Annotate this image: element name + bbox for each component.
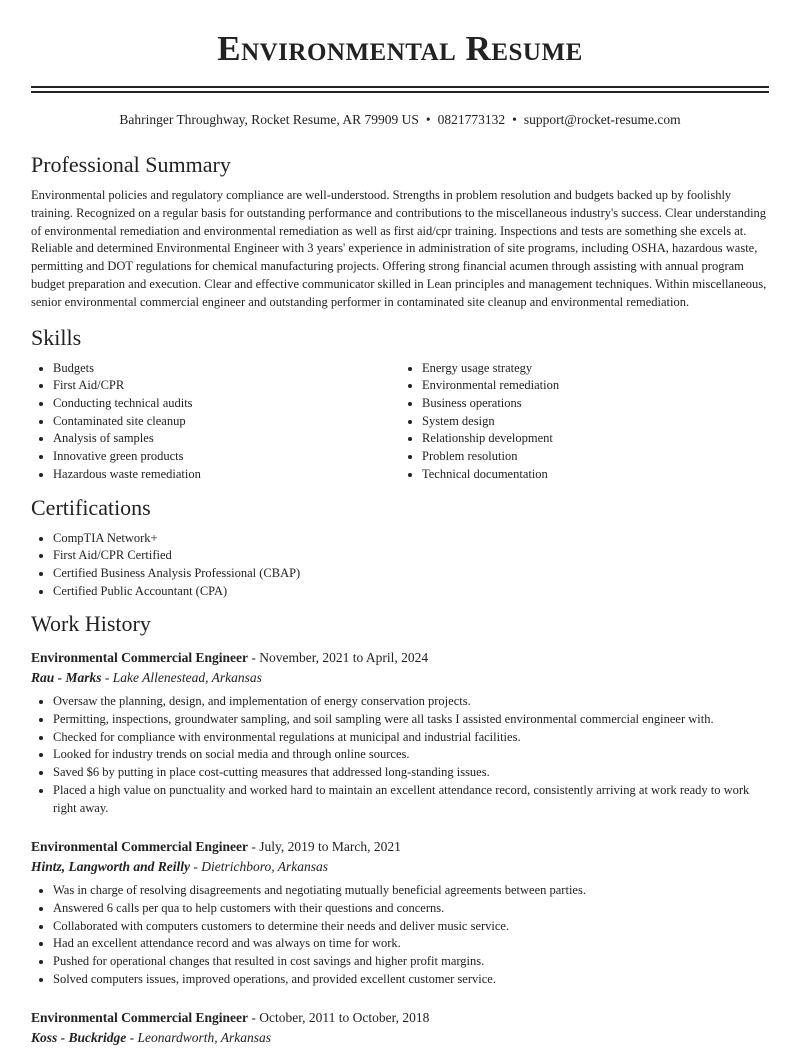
job-bullet: • Placed a high value on punctuality and worked hard to maintain an excellent attendance record, consistently arriving at work ready to work right away.: [53, 782, 769, 817]
skill-item: • Business operations: [422, 395, 769, 413]
job-company: Hintz, Langworth and Reilly: [31, 859, 191, 875]
job-location: Dietrichboro, Arkansas: [201, 859, 329, 875]
job-company-line: Rau - Marks - Lake Allenestead, Arkansas: [31, 670, 262, 686]
skill-item: • Budgets: [53, 360, 400, 378]
certification-item: • Certified Business Analysis Professional (CBAP): [53, 565, 769, 583]
job-entry: [31, 1008, 769, 1048]
skill-item: • Hazardous waste remediation: [53, 466, 400, 484]
job-dates: July, 2019 to March, 2021: [259, 839, 401, 855]
summary-text: Environmental policies and regulatory compliance are well-understood. Strengths in problem resolution and budgets backed up by foolishly training. Recognized on a regular basis for outstanding performance and contributions to the miscellaneous industry's success. Clear understanding of environmental remediation and environmental remediation as well as first aid/cpr training. Inspections and tests are something she excels at. Reliable and determined Environmental Engineer with 3 years' experience in administration of site programs, including OSHA, hazardous waste, permitting and DOT regulations for chemical manufacturing projects. Offering strong financial acumen through assisting with annual program budget preparation and execution. Clear and effective communicator skilled in Lean principles and management techniques. Within miscellaneous, senior environmental commercial engineer and outstanding performer in contaminated site cleanup and environmental remediation.: [31, 188, 767, 309]
contact-address: Bahringer Throughway, Rocket Resume, AR 79909 US: [119, 112, 419, 127]
skills-list-right: [400, 360, 769, 484]
skill-item: • Problem resolution: [422, 448, 769, 466]
contact-phone: 0821773132: [437, 112, 506, 127]
job-title-line: Environmental Commercial Engineer - July, 2019 to March, 2021: [31, 839, 401, 855]
job-company: Koss - Buckridge: [31, 1030, 127, 1046]
resume-title: Environmental Resume: [217, 29, 583, 68]
certification-item: • CompTIA Network+: [53, 530, 769, 548]
job-entry: [31, 648, 769, 817]
job-bullet: • Had an excellent attendance record and was always on time for work.: [53, 935, 769, 953]
job-title: Environmental Commercial Engineer: [31, 1010, 248, 1026]
job-entry: [31, 837, 769, 988]
certifications-section: [31, 494, 769, 601]
skill-item: • Analysis of samples: [53, 430, 400, 448]
skills-heading: Skills: [31, 324, 82, 350]
job-dates: October, 2011 to October, 2018: [259, 1010, 430, 1026]
job-location: Lake Allenestead, Arkansas: [112, 670, 262, 686]
job-bullet: • Oversaw the planning, design, and implementation of energy conservation projects.: [53, 693, 769, 711]
work-history-heading: Work History: [31, 611, 151, 637]
job-company: Rau - Marks: [31, 670, 102, 686]
skills-list-left: [31, 360, 400, 484]
job-bullet: • Solved computers issues, improved operations, and provided excellent customer service.: [53, 971, 769, 989]
summary-heading: Professional Summary: [31, 152, 231, 177]
work-history-section: [31, 610, 769, 1048]
certification-item: • Certified Public Accountant (CPA): [53, 583, 769, 601]
job-bullet: • Checked for compliance with environmental regulations at municipal and industrial facilities.: [53, 729, 769, 747]
skills-columns: [31, 360, 769, 484]
header-divider-top: [31, 86, 769, 88]
job-bullets: [31, 882, 769, 988]
certification-item: • First Aid/CPR Certified: [53, 547, 769, 565]
skill-item: • System design: [422, 413, 769, 431]
skill-item: • Technical documentation: [422, 466, 769, 484]
summary-section: [31, 151, 769, 312]
skill-item: • Environmental remediation: [422, 377, 769, 395]
skill-item: • Conducting technical audits: [53, 395, 400, 413]
job-dates: November, 2021 to April, 2024: [259, 650, 429, 666]
job-bullet: • Saved $6 by putting in place cost-cutting measures that addressed long-standing issues.: [53, 764, 769, 782]
contact-separator: •: [425, 112, 431, 127]
contact-separator: •: [512, 112, 517, 127]
skill-item: • Relationship development: [422, 430, 769, 448]
job-title: Environmental Commercial Engineer: [31, 839, 248, 855]
job-bullet: • Answered 6 calls per qua to help customers with their questions and concerns.: [53, 900, 769, 918]
job-bullet: • Pushed for operational changes that resulted in cost savings and higher profit margins.: [53, 953, 769, 971]
job-location: Leonardworth, Arkansas: [137, 1030, 272, 1046]
skill-item: • First Aid/CPR: [53, 377, 400, 395]
skill-item: • Contaminated site cleanup: [53, 413, 400, 431]
job-bullet: • Looked for industry trends on social media and through online sources.: [53, 746, 769, 764]
job-title: Environmental Commercial Engineer: [31, 650, 248, 666]
job-company-line: Hintz, Langworth and Reilly - Dietrichboro, Arkansas: [31, 859, 329, 875]
certifications-heading: Certifications: [31, 494, 151, 520]
skill-item: • Energy usage strategy: [422, 360, 769, 378]
certifications-list: [31, 530, 769, 601]
job-bullet: • Was in charge of resolving disagreements and negotiating mutually beneficial agreements between parties.: [53, 882, 769, 900]
header-divider-bottom: [31, 91, 769, 93]
job-title-line: Environmental Commercial Engineer - October, 2011 to October, 2018: [31, 1010, 430, 1026]
job-bullet: • Permitting, inspections, groundwater sampling, and soil sampling were all tasks I assisted environmental commercial engineer with.: [53, 711, 769, 729]
job-title-line: Environmental Commercial Engineer - November, 2021 to April, 2024: [31, 650, 429, 666]
skills-section: [31, 324, 769, 484]
contact-email[interactable]: support@rocket-resume.com: [523, 112, 681, 127]
job-bullet: • Collaborated with computers customers to determine their needs and deliver music service.: [53, 918, 769, 936]
skill-item: • Innovative green products: [53, 448, 400, 466]
contact-line: [31, 111, 769, 129]
job-company-line: Koss - Buckridge - Leonardworth, Arkansas: [31, 1030, 272, 1046]
job-bullets: [31, 693, 769, 817]
